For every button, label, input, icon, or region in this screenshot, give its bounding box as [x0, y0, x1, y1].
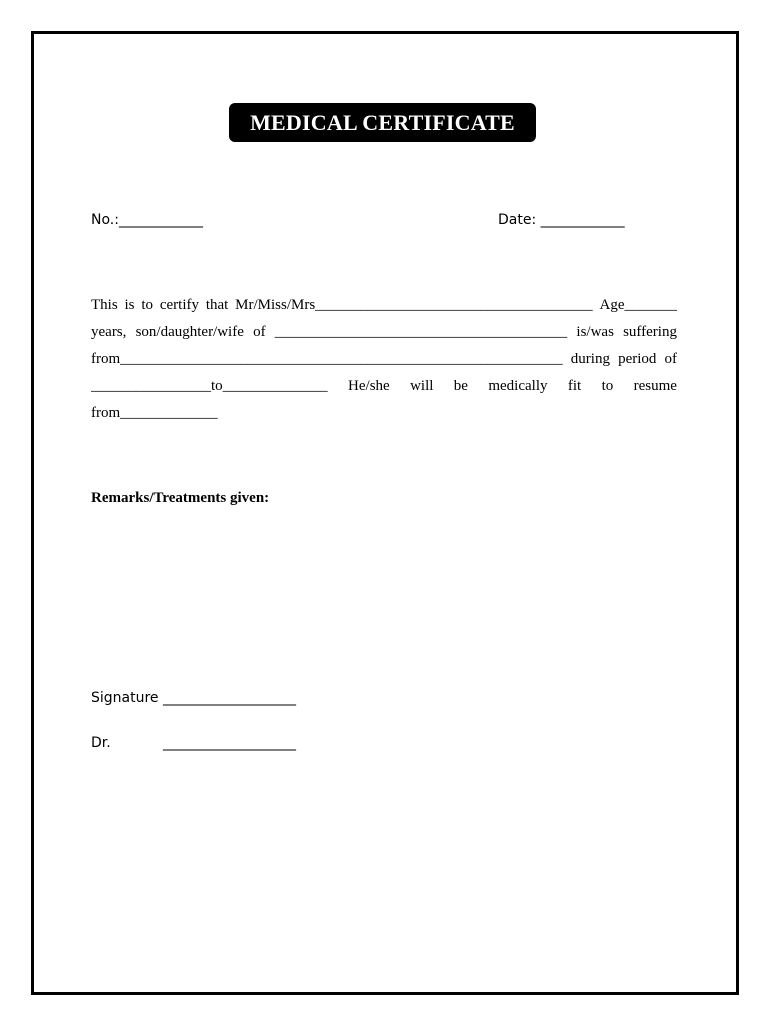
- body-word: ________________to______________: [91, 378, 328, 394]
- body-word: years,: [91, 324, 127, 340]
- body-word: be: [453, 378, 468, 394]
- doctor-name-line: ___________________: [163, 735, 296, 751]
- signature-field: Signature ___________________: [91, 690, 296, 706]
- body-word: period: [618, 351, 657, 367]
- body-word: to: [601, 378, 614, 394]
- remarks-label: Remarks/Treatments given:: [91, 490, 270, 506]
- body-word: is/was: [576, 324, 614, 340]
- body-word: son/daughter/wife: [135, 324, 244, 340]
- certificate-title: MEDICAL CERTIFICATE: [229, 103, 536, 142]
- certificate-page: [31, 31, 739, 995]
- body-word: to: [141, 297, 154, 313]
- certificate-body: [91, 295, 677, 430]
- body-line: [91, 376, 677, 403]
- body-line: [91, 349, 677, 376]
- doctor-label: Dr.: [91, 735, 111, 751]
- body-word: from___________________________________________________________: [91, 351, 563, 367]
- body-word: is: [124, 297, 135, 313]
- body-word: suffering: [623, 324, 677, 340]
- body-word: This: [91, 297, 118, 313]
- body-word: medically: [488, 378, 548, 394]
- body-word: of: [253, 324, 266, 340]
- body-word: certify: [159, 297, 199, 313]
- date-field: Date: ____________: [498, 212, 625, 228]
- body-word: Age_______: [599, 297, 677, 313]
- body-line: from_____________: [91, 405, 218, 421]
- body-word: _______________________________________: [274, 324, 568, 340]
- body-word: Mr/Miss/Mrs_____________________________________: [235, 297, 593, 313]
- body-word: that: [205, 297, 229, 313]
- body-line: [91, 295, 677, 322]
- body-word: will: [410, 378, 434, 394]
- number-field: No.:____________: [91, 212, 203, 228]
- body-line: [91, 322, 677, 349]
- body-word: of: [664, 351, 677, 367]
- body-word: He/she: [348, 378, 390, 394]
- body-word: resume: [633, 378, 677, 394]
- body-word: during: [570, 351, 610, 367]
- body-word: fit: [567, 378, 582, 394]
